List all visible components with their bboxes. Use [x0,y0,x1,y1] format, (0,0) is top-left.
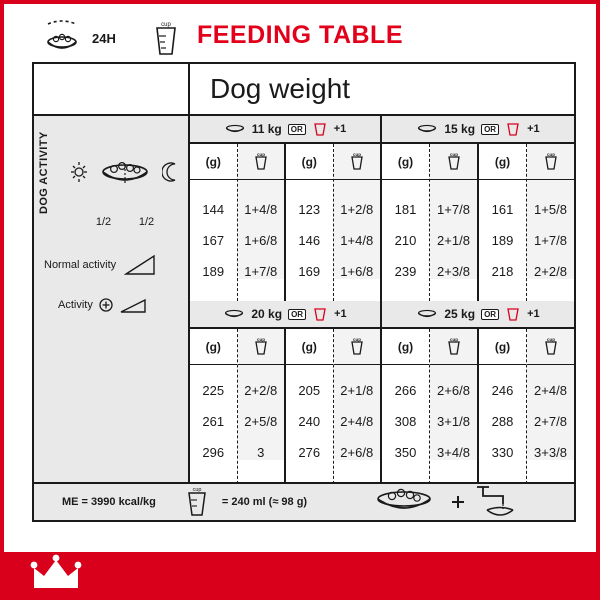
or-badge: OR [481,124,499,135]
svg-text:cup: cup [449,336,458,342]
measuring-cup-icon [312,306,328,322]
column-header: (g) [190,144,237,180]
column-values [238,365,285,460]
cell-value: 2+6/8 [437,383,470,398]
cell-value: 239 [394,264,417,279]
cell-value: 1+5/8 [534,202,567,217]
measuring-cup-icon [253,337,269,357]
weight-block-15kg [382,116,574,301]
cell-value: 308 [394,414,417,429]
column-header [527,329,574,365]
cell-value: 2+6/8 [340,445,374,460]
cell-value: 218 [491,264,514,279]
cell-value: 1+7/8 [244,264,278,279]
cell-value: 261 [202,414,225,429]
svg-text:cup: cup [546,151,555,157]
column-values [286,180,333,279]
weight-block-11kg [190,116,382,301]
dog-weight-title: Dog weight [190,64,574,116]
cell-value: 276 [298,445,321,460]
svg-text:cup: cup [449,151,458,157]
column-values [479,180,526,279]
cell-value: 330 [491,445,514,460]
column-header [334,329,381,365]
page-title: FEEDING TABLE [196,21,404,49]
cell-value: 225 [202,383,225,398]
column-cups-active [333,329,381,484]
measuring-cup-icon [505,121,521,137]
weight-header [382,116,574,144]
cell-value: 146 [298,233,321,248]
cell-value: 1+6/8 [244,233,278,248]
cell-value: 296 [202,445,225,460]
cell-value: 246 [491,383,514,398]
column-header: (g) [286,144,333,180]
left-band-header [34,64,188,116]
cell-value: 1+6/8 [340,264,374,279]
measuring-cup-icon [150,20,182,60]
column-values [334,180,381,279]
column-values [527,365,574,460]
plus-one-label: +1 [334,308,347,320]
cell-value: 1+7/8 [534,233,567,248]
measuring-cup-icon [312,121,328,137]
column-values [334,365,381,460]
column-grams-active [284,144,333,301]
cell-value: 240 [298,414,321,429]
weight-header [190,301,380,329]
column-values [527,180,574,279]
svg-text:cup: cup [352,336,361,342]
sun-icon [70,161,88,183]
or-badge: OR [481,309,499,320]
column-grams-active [477,144,526,301]
royal-canin-crown-logo [28,554,84,594]
svg-text:cup: cup [546,336,555,342]
value-columns [382,144,574,301]
split-evening: 1/2 [138,216,155,228]
cell-value: 288 [491,414,514,429]
or-badge: OR [288,124,306,135]
normal-activity-row [44,254,158,276]
column-grams-normal [190,144,237,301]
svg-text:cup: cup [256,151,265,157]
column-header: (g) [382,329,429,365]
plus-one-label: +1 [527,123,540,135]
brand-footer [4,552,596,596]
cup-column-header-icon [150,20,182,60]
column-header: (g) [479,329,526,365]
column-cups-active [526,329,574,484]
cell-value: 189 [202,264,225,279]
value-columns [382,329,574,484]
weight-block-20kg [190,301,382,484]
cell-value: 167 [202,233,225,248]
value-columns [190,329,380,484]
column-header: (g) [479,144,526,180]
column-header [430,144,477,180]
measuring-cup-icon [253,152,269,172]
weight-value: 15 kg [444,122,476,136]
measuring-cup-icon [446,337,462,357]
plus-one-label: +1 [527,308,540,320]
cell-value: 2+1/8 [437,233,470,248]
column-values [430,365,477,460]
svg-text:cup: cup [161,22,171,28]
weight-value: 25 kg [444,307,476,321]
cell-value: 1+4/8 [244,202,278,217]
bowl-icon [94,152,156,192]
column-header [334,144,381,180]
cell-value: 2+5/8 [244,414,278,429]
value-columns [190,144,380,301]
weight-value: 20 kg [251,307,283,321]
activity-plus-label: Activity [58,299,93,311]
cell-value: 205 [298,383,321,398]
feeding-split-values [82,216,168,228]
cell-value: 2+2/8 [244,383,278,398]
water-tap-icon [473,484,527,520]
weight-value: 11 kg [251,122,282,136]
column-cups-normal [237,329,285,484]
weight-block-25kg [382,301,574,484]
cell-value: 3+3/8 [534,445,567,460]
column-values [190,365,237,460]
column-grams-normal [190,329,237,484]
plus-icon [99,298,113,312]
high-activity-row [58,296,149,314]
cell-value: 3+4/8 [437,445,470,460]
column-header [527,144,574,180]
column-cups-normal [237,144,285,301]
metabolizable-energy-label: ME = 3990 kcal/kg [62,496,156,508]
measuring-cup-icon [182,485,212,519]
dog-activity-panel [34,64,190,482]
weight-block-row-2 [190,301,574,484]
or-badge: OR [288,309,306,320]
column-header: (g) [382,144,429,180]
cell-value: 2+4/8 [340,414,374,429]
plus-one-label: +1 [333,123,347,135]
weight-header [382,301,574,329]
plus-icon [449,493,467,511]
daily-ration-header [40,18,116,58]
column-values [190,180,237,279]
cell-value: 2+4/8 [534,383,567,398]
column-cups-normal [429,144,477,301]
bowl-icon [367,485,441,519]
cell-value: 3 [257,445,265,460]
split-morning: 1/2 [95,216,112,228]
cell-value: 2+1/8 [340,383,374,398]
bowl-icon [224,122,246,136]
column-values [238,180,285,279]
column-header [238,144,285,180]
weight-columns-area [190,64,574,482]
measuring-cup-icon [446,152,462,172]
cell-value: 123 [298,202,321,217]
column-values [382,180,429,279]
column-values [430,180,477,279]
weight-header [190,116,380,144]
bowl-icon [416,307,438,321]
column-header [430,329,477,365]
column-cups-active [526,144,574,301]
bowl-icon [40,18,86,58]
measuring-cup-icon [543,152,559,172]
cell-value: 189 [491,233,514,248]
footer-note-bar [32,484,576,522]
cell-value: 350 [394,445,417,460]
column-header: (g) [286,329,333,365]
moon-icon [162,161,180,183]
column-header [238,329,285,365]
cell-value: 169 [298,264,321,279]
svg-text:cup: cup [256,336,265,342]
svg-text:cup: cup [352,151,361,157]
dog-activity-axis-label: DOG ACTIVITY [38,131,50,214]
column-values [286,365,333,460]
column-values [479,365,526,460]
cell-value: 266 [394,383,417,398]
weight-block-row-1 [190,116,574,301]
svg-text:cup: cup [192,487,202,493]
feeding-split-illustration [70,152,180,192]
activity-ramp-small-icon [119,296,149,314]
daily-label: 24H [92,30,116,46]
cell-value: 2+7/8 [534,414,567,429]
column-grams-active [477,329,526,484]
bowl-icon [223,307,245,321]
activity-ramp-icon [124,254,158,276]
cell-value: 181 [394,202,417,217]
column-grams-active [284,329,333,484]
normal-activity-label: Normal activity [44,259,117,271]
column-values [382,365,429,460]
column-grams-normal [382,329,429,484]
cell-value: 161 [491,202,514,217]
table-grid [32,62,576,484]
cell-value: 1+7/8 [437,202,470,217]
cup-volume-label: = 240 ml (≈ 98 g) [221,496,308,508]
cell-value: 144 [202,202,225,217]
cell-value: 2+3/8 [437,264,470,279]
column-grams-normal [382,144,429,301]
measuring-cup-icon [543,337,559,357]
column-cups-active [333,144,381,301]
measuring-cup-icon [349,337,365,357]
cell-value: 1+2/8 [340,202,374,217]
cell-value: 210 [394,233,417,248]
column-cups-normal [429,329,477,484]
cell-value: 2+2/8 [534,264,567,279]
measuring-cup-icon [349,152,365,172]
measuring-cup-icon [505,306,521,322]
cell-value: 1+4/8 [340,233,374,248]
cell-value: 3+1/8 [437,414,470,429]
column-header: (g) [190,329,237,365]
bowl-icon [416,122,438,136]
